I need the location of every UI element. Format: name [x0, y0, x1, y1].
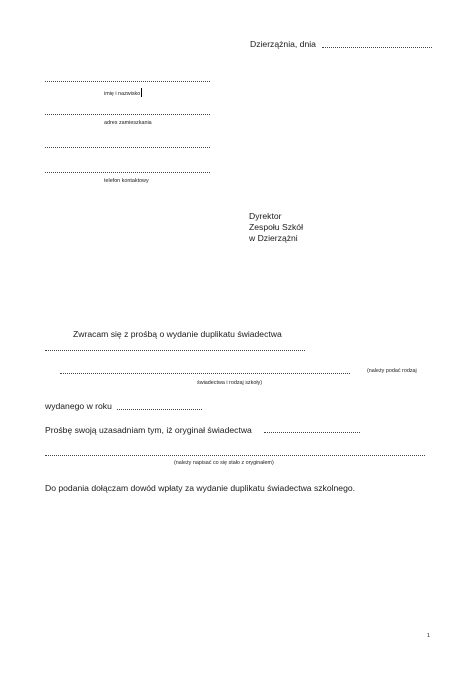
recipient-line-1: Dyrektor [249, 211, 282, 221]
text-cursor [141, 88, 142, 97]
recipient-line-2: Zespołu Szkół [249, 222, 303, 232]
request-text: Zwracam się z prośbą o wydanie duplikatu świadectwa [73, 329, 282, 339]
justification-field-line-2[interactable] [45, 455, 425, 456]
address-label: adres zamieszkania [104, 120, 152, 126]
recipient-line-3: w Dzierzążni [249, 233, 298, 243]
page-number: 1 [427, 633, 430, 639]
address-field-line[interactable] [45, 114, 210, 115]
request-field-line-2[interactable] [60, 373, 350, 374]
justification-field-line[interactable] [264, 432, 360, 433]
attachment-text: Do podania dołączam dowód wpłaty za wydanie duplikatu świadectwa szkolnego. [45, 483, 356, 493]
hint-certificate-type-1: (należy podać rodzaj [367, 368, 417, 374]
hint-certificate-type-2: świadectwa i rodzaj szkoły) [197, 380, 263, 386]
name-label: imię i nazwisko [104, 88, 142, 97]
address-field-line-2[interactable] [45, 147, 210, 148]
place-date-label: Dzierzążnia, dnia [250, 39, 316, 49]
issued-year-label: wydanego w roku [45, 401, 112, 411]
request-field-line-1[interactable] [45, 350, 305, 351]
date-field-line[interactable] [322, 47, 432, 48]
phone-label: telefon kontaktowy [104, 178, 149, 184]
hint-original: (należy napisać co się stało z oryginałem) [174, 460, 274, 466]
justification-text: Prośbę swoją uzasadniam tym, iż oryginał świadectwa [45, 425, 252, 435]
phone-field-line[interactable] [45, 172, 210, 173]
issued-year-field-line[interactable] [117, 409, 202, 410]
name-field-line[interactable] [45, 81, 210, 82]
